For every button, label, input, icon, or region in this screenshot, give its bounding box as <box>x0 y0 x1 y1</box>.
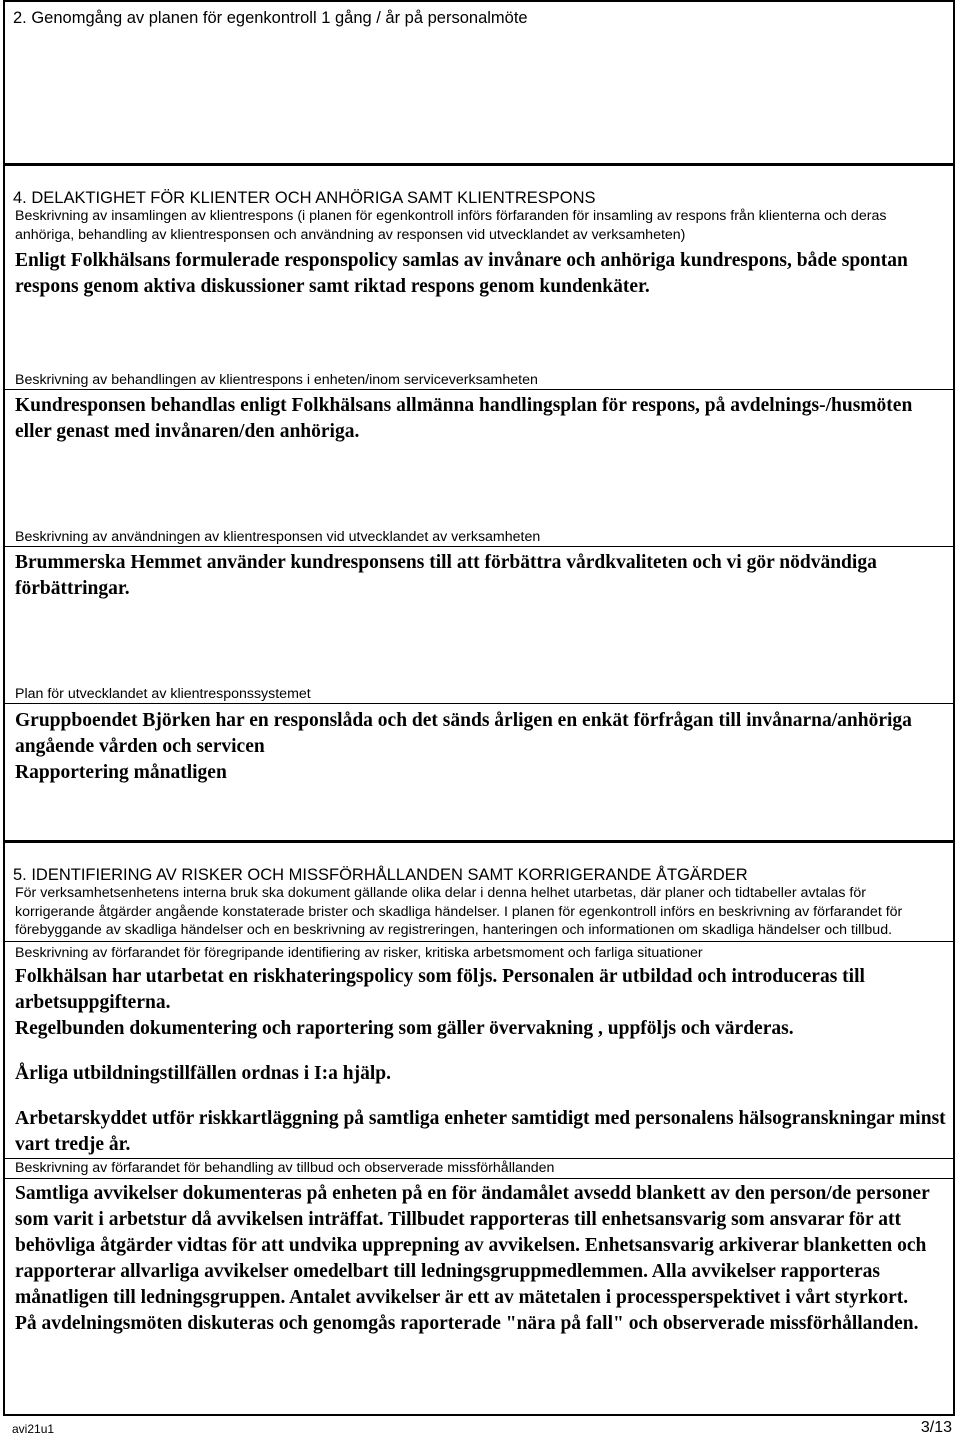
prevent-answer-3: Årliga utbildningstillfällen ordnas i I:a hjälp. <box>15 1063 391 1084</box>
handling-label: Beskrivning av behandlingen av klientrespons i enheten/inom serviceverksamheten <box>5 371 953 390</box>
plan-block <box>5 685 953 786</box>
handling-block <box>5 371 953 445</box>
section2-box <box>3 0 955 165</box>
section4-box <box>3 164 955 842</box>
handling-answer: Kundresponsen behandlas enligt Folkhälsans allmänna handlingsplan för respons, på avdelnings-/husmöten eller genast med invånaren/den anhöriga. <box>15 395 913 442</box>
section4-title: 4. DELAKTIGHET FÖR KLIENTER OCH ANHÖRIGA SAMT KLIENTRESPONS <box>13 189 596 207</box>
prevent-answer-1: Folkhälsan har utarbetat en riskhateringspolicy som följs. Personalen är utbildad och introduceras till arbetsuppgifterna. <box>15 966 865 1013</box>
usage-answer: Brummerska Hemmet använder kundresponsens till att förbättra vårdkvaliteten och vi gör nödvändiga förbättringar. <box>15 552 877 599</box>
usage-label: Beskrivning av användningen av klientresponsen vid utvecklandet av verksamheten <box>5 528 953 547</box>
section5-title: 5. IDENTIFIERING AV RISKER OCH MISSFÖRHÅLLANDEN SAMT KORRIGERANDE ÅTGÄRDER <box>13 866 748 884</box>
section4-intro-answer: Enligt Folkhälsans formulerade responspolicy samlas av invånare och anhöriga kundrespons, både spontan respons genom aktiva diskussioner samt riktad respons genom kundenkäter. <box>15 250 908 297</box>
footer-page-number: 3/13 <box>920 1419 952 1436</box>
footer-document-code: avi21u1 <box>12 1422 55 1436</box>
prevent-answer-4: Arbetarskyddet utför riskkartläggning på samtliga enheter samtidigt med personalens hälsogranskningar minst vart tredje år. <box>15 1108 946 1155</box>
section5-box <box>3 841 955 1416</box>
section2-heading: 2. Genomgång av planen för egenkontroll 1 gång / år på personalmöte <box>13 9 528 27</box>
incident-answer-2: På avdelningsmöten diskuteras och genomgås raporterade "nära på fall" och observerade missförhållanden. <box>15 1312 919 1334</box>
plan-answer-2: Rapportering månatligen <box>15 762 227 783</box>
usage-block <box>5 528 953 602</box>
incident-answer-1: Samtliga avvikelser dokumenteras på enheten på en för ändamålet avsedd blankett av den person/de personer som varit i arbetstur då avvikelsen inträffat. Tillbudet rapporteras till enhetsansvarig som ansvarar för att behövliga åtgärder vidtas för att undvika upprepning av avvikelsen. Enhetsansvarig arkiverar blanketten och rapporterar allvarliga avvikelser omedelbart till ledningsgruppmedlemmen. Alla avvikelser rapporteras månatligen till ledningsgruppen. Antalet avvikelser är ett av mätetalen i processperspektivet i vårt styrkort. <box>15 1182 930 1308</box>
section4-intro-text: Beskrivning av insamlingen av klientrespons (i planen för egenkontroll införs förfaranden för insamling av respons från klienterna och deras anhöriga, behandling av klientresponsen och användning av responsen vid utvecklandet av verksamheten) <box>15 208 887 243</box>
prevent-label: Beskrivning av förfarandet för föregripande identifiering av risker, kritiska arbetsmoment och farliga situationer <box>15 944 703 961</box>
incident-label: Beskrivning av förfarandet för behandling av tillbud och observerade missförhållanden <box>5 1158 953 1179</box>
section5-intro <box>5 866 953 1337</box>
prevent-answer-2: Regelbunden dokumentering och raportering som gäller övervakning , uppföljs och värderas. <box>15 1018 794 1039</box>
plan-label: Plan för utvecklandet av klientresponssystemet <box>5 685 953 704</box>
plan-answer-1: Gruppboendet Björken har en responslåda och det sänds årligen en enkät förfrågan till invånarna/anhöriga angående vården och servicen <box>15 710 912 757</box>
section5-intro-text: För verksamhetsenhetens interna bruk ska dokument gällande olika delar i denna helhet utarbetas, där planer och tidtabeller avtalas för korrigerande åtgärder angående konstaterade brister och skadliga händelser. I planen för egenkontroll införs en beskrivning av förfarandet för förebyggande av skadliga händelser och en beskrivning av registreringen, hanteringen och informationen om skadliga händelser och tillbud. <box>5 884 953 942</box>
section4-intro <box>5 189 953 300</box>
